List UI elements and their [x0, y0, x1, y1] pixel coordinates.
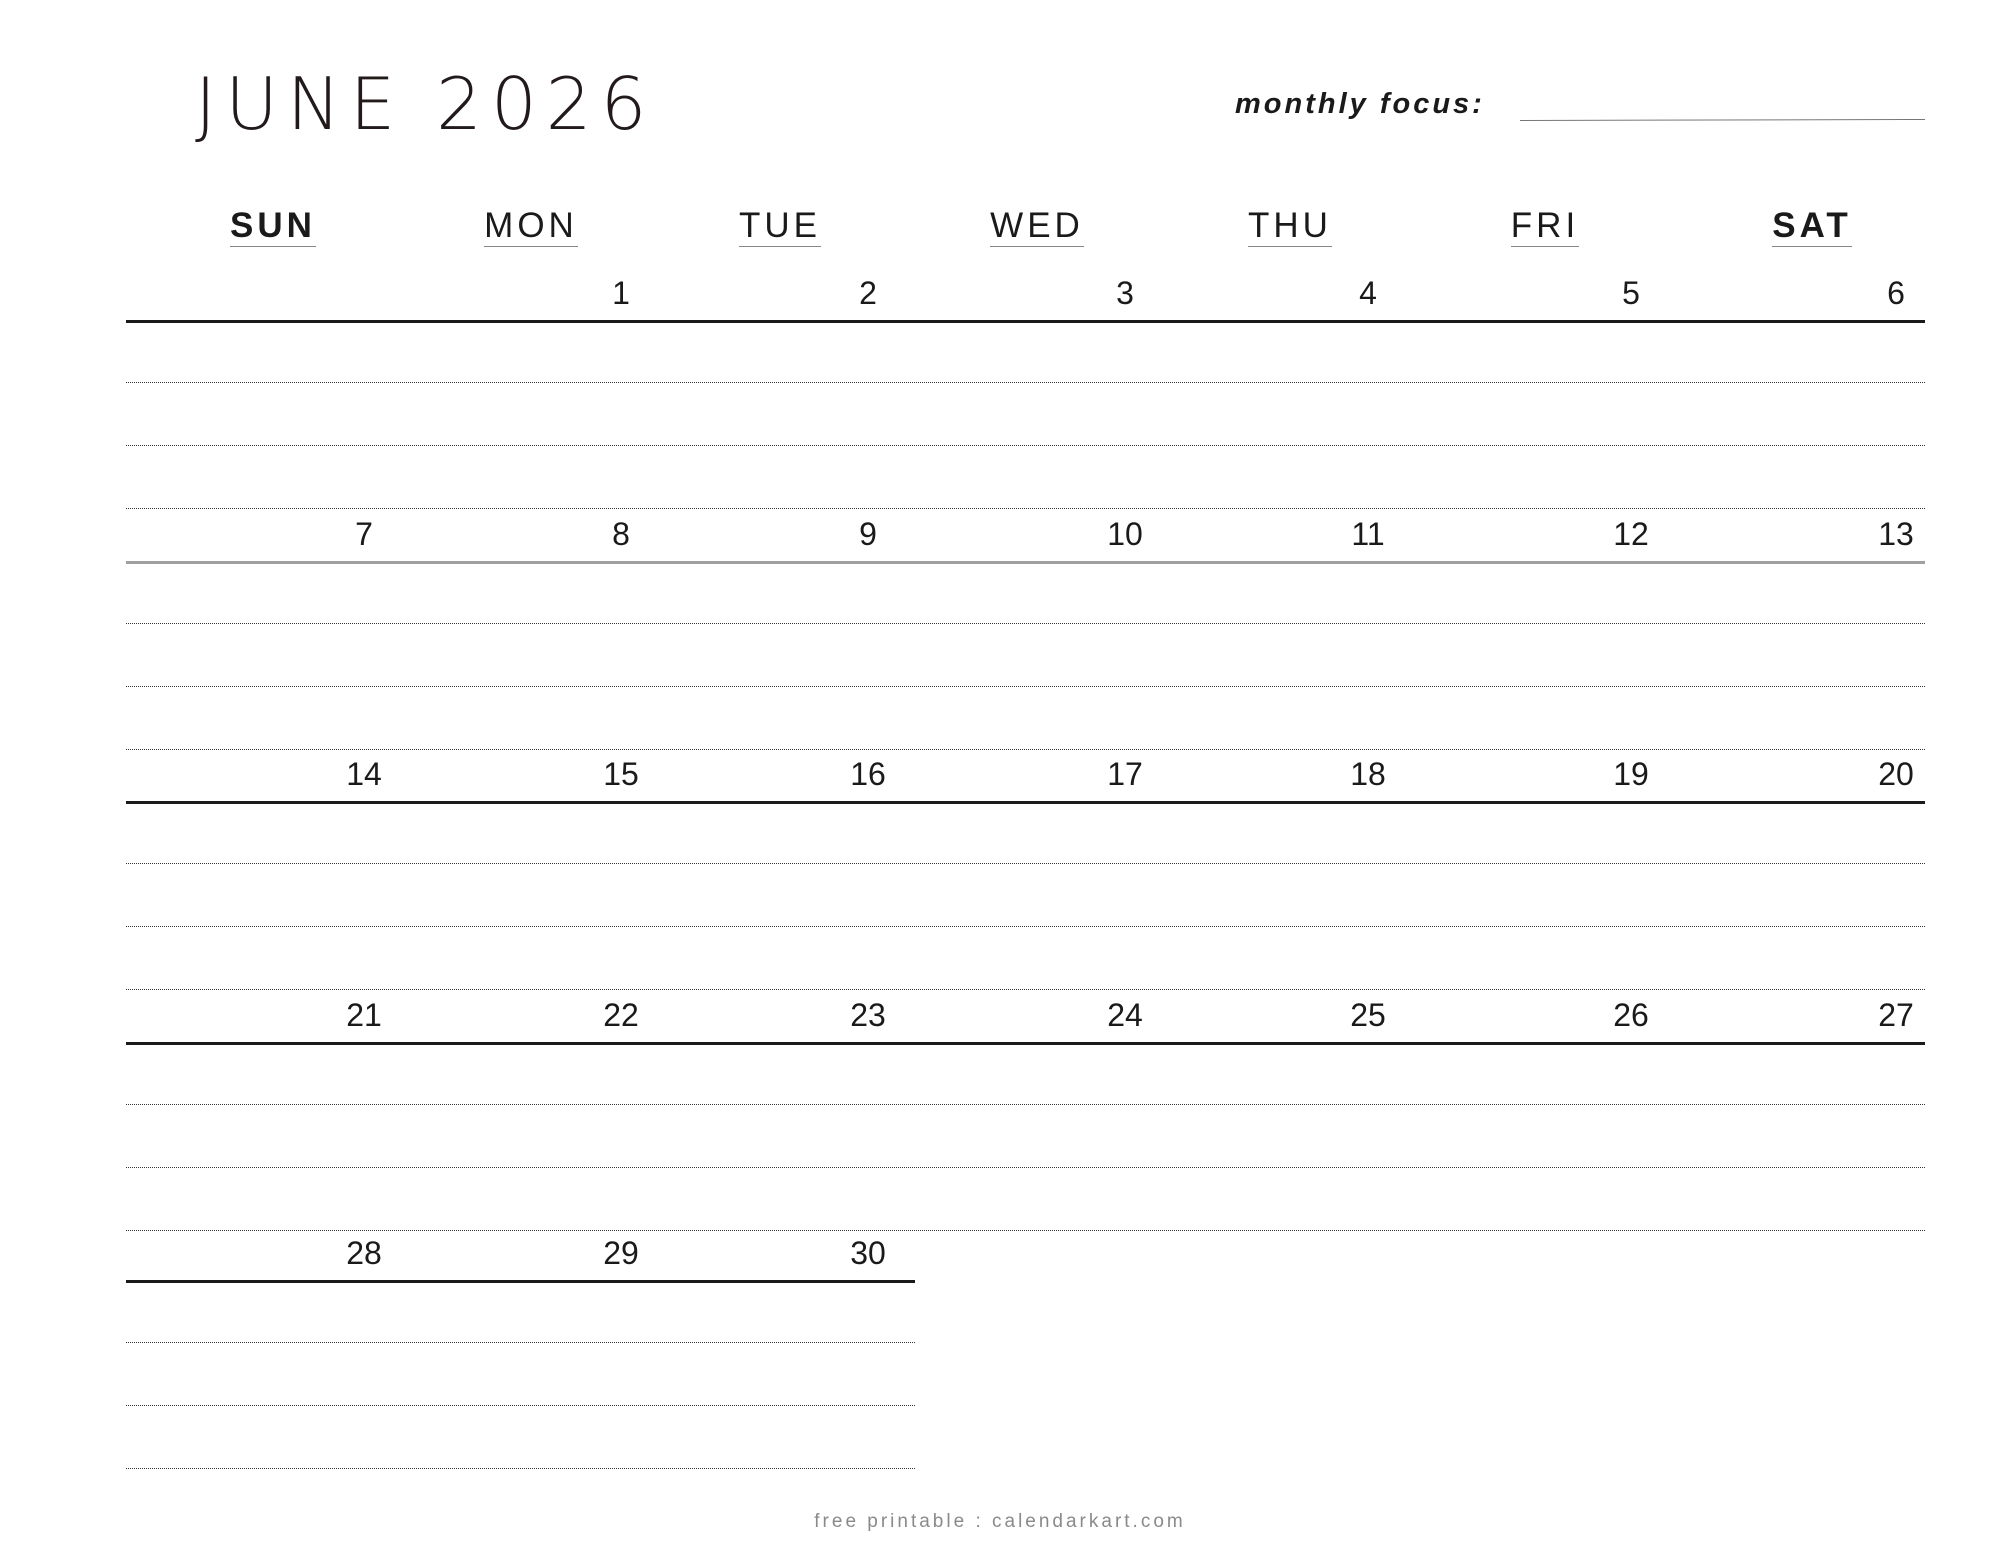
day-number: 20	[1878, 756, 1914, 792]
weekday-label: THU	[1248, 206, 1332, 245]
writing-line	[126, 1167, 1925, 1168]
monthly-focus-label: monthly focus:	[1235, 88, 1485, 120]
week-divider	[126, 320, 1925, 323]
day-number: 11	[1351, 516, 1385, 552]
day-number: 2	[859, 275, 877, 311]
writing-line	[126, 445, 1925, 446]
day-number: 14	[346, 756, 382, 792]
writing-line	[126, 1230, 1925, 1231]
writing-line	[126, 686, 1925, 687]
weekday-header-sat	[1752, 208, 1872, 247]
day-number: 21	[346, 997, 382, 1033]
writing-line	[126, 989, 1925, 990]
writing-line	[126, 1342, 915, 1343]
weekday-header-wed	[977, 208, 1097, 247]
weekday-label: FRI	[1510, 206, 1580, 245]
monthly-focus-line	[1520, 119, 1925, 121]
day-number: 1	[612, 275, 630, 311]
day-number: 15	[603, 756, 639, 792]
day-number: 22	[603, 997, 639, 1033]
weekday-label: MON	[484, 206, 578, 245]
day-number: 7	[355, 516, 373, 552]
day-number: 26	[1613, 997, 1649, 1033]
writing-line	[126, 1104, 1925, 1105]
writing-line	[126, 382, 1925, 383]
writing-line	[126, 1468, 915, 1469]
weekday-label: SUN	[230, 206, 316, 245]
page-title: JUNE 2026	[195, 62, 656, 146]
writing-line	[126, 749, 1925, 750]
weekday-header-thu	[1230, 208, 1350, 247]
day-number: 19	[1613, 756, 1649, 792]
day-number: 5	[1622, 275, 1640, 311]
day-number: 27	[1878, 997, 1914, 1033]
weekday-header-sun	[213, 208, 333, 247]
writing-line	[126, 926, 1925, 927]
footer-credit: free printable : calendarkart.com	[814, 1511, 1186, 1532]
day-number: 23	[850, 997, 886, 1033]
day-number: 29	[603, 1235, 639, 1271]
day-number: 30	[850, 1235, 886, 1271]
day-number: 9	[859, 516, 877, 552]
day-number: 16	[850, 756, 886, 792]
weekday-header-tue	[720, 208, 840, 247]
day-number: 13	[1878, 516, 1914, 552]
week-divider	[126, 1280, 915, 1283]
weekday-label: WED	[990, 206, 1084, 245]
weekday-label: SAT	[1772, 206, 1852, 245]
writing-line	[126, 623, 1925, 624]
weekday-header-fri	[1485, 208, 1605, 247]
day-number: 28	[346, 1235, 382, 1271]
day-number: 4	[1359, 275, 1377, 311]
writing-line	[126, 508, 1925, 509]
day-number: 24	[1107, 997, 1143, 1033]
day-number: 17	[1107, 756, 1143, 792]
week-divider	[126, 1042, 1925, 1045]
day-number: 25	[1350, 997, 1386, 1033]
day-number: 3	[1116, 275, 1134, 311]
week-divider	[126, 801, 1925, 804]
writing-line	[126, 863, 1925, 864]
day-number: 10	[1107, 516, 1143, 552]
day-number: 6	[1887, 275, 1905, 311]
week-divider	[126, 561, 1925, 564]
day-number: 18	[1350, 756, 1386, 792]
weekday-header-mon	[471, 208, 591, 247]
weekday-label: TUE	[739, 206, 821, 245]
day-number: 12	[1613, 516, 1649, 552]
day-number: 8	[612, 516, 630, 552]
writing-line	[126, 1405, 915, 1406]
